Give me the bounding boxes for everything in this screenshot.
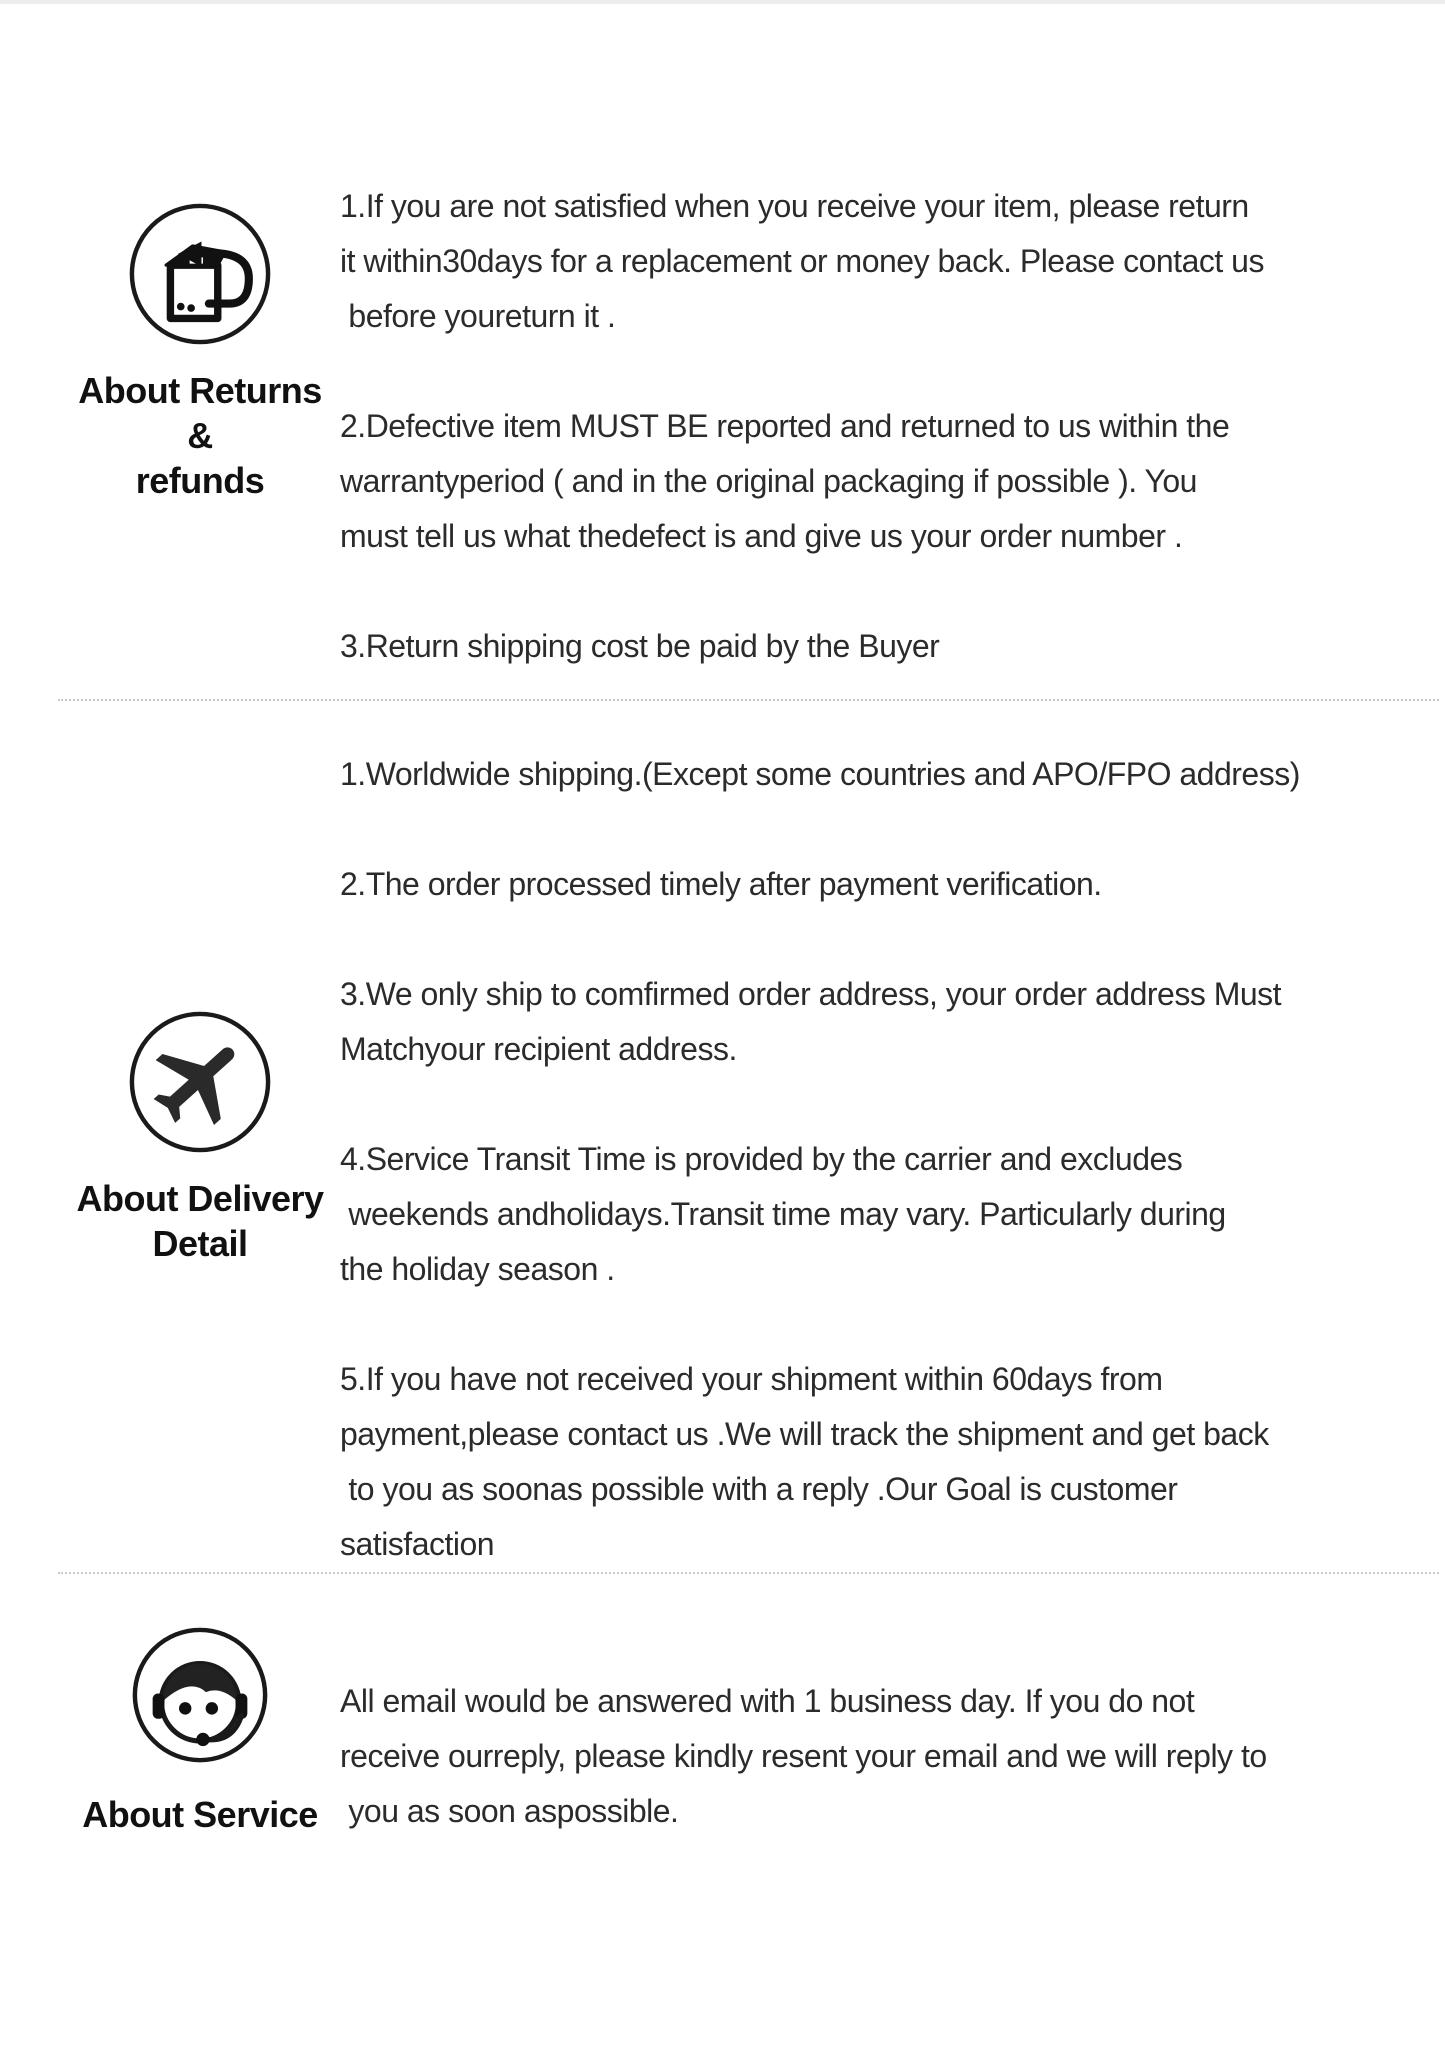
paragraph-line: must tell us what thedefect is and give us your order number .	[340, 518, 1183, 554]
paragraph-line: Matchyour recipient address.	[340, 1031, 737, 1067]
delivery-paragraph-1	[340, 747, 1425, 802]
paragraph-line: the holiday season .	[340, 1251, 615, 1287]
paragraph-line: it within30days for a replacement or money back. Please contact us	[340, 243, 1264, 279]
section-title-line: Detail	[152, 1222, 248, 1264]
delivery-paragraph-2	[340, 857, 1425, 912]
section-returns	[0, 4, 1445, 699]
paragraph-line: 1.Worldwide shipping.(Except some countries and APO/FPO address)	[340, 756, 1300, 792]
paragraph-line: you as soon aspossible.	[340, 1793, 679, 1829]
delivery-paragraph-3	[340, 967, 1425, 1077]
paragraph-line: receive ourreply, please kindly resent your email and we will reply to	[340, 1738, 1267, 1774]
returns-text-block	[340, 4, 1445, 699]
section-title-returns	[78, 368, 321, 503]
paragraph-line: All email would be answered with 1 business day. If you do not	[340, 1683, 1195, 1719]
paragraph-line: payment,please contact us .We will track the shipment and get back	[340, 1416, 1269, 1452]
returns-paragraph-3	[340, 619, 1425, 674]
returns-paragraph-1	[340, 179, 1425, 344]
section-title-line: refunds	[135, 460, 265, 501]
paragraph-line: 1.If you are not satisfied when you receive your item, please return	[340, 188, 1249, 224]
delivery-text-block	[340, 701, 1445, 1572]
section-service	[0, 1574, 1445, 1919]
section-title-line: &	[187, 415, 213, 456]
delivery-paragraph-4	[340, 1132, 1425, 1297]
service-icon-block	[0, 1574, 340, 1837]
returns-icon-block	[0, 4, 340, 699]
section-title-line: About Service	[82, 1794, 318, 1835]
section-title-line: About Returns	[78, 370, 322, 411]
service-paragraph-1	[340, 1674, 1425, 1839]
paragraph-line: warrantyperiod ( and in the original packaging if possible ). You	[340, 463, 1197, 499]
section-title-delivery	[76, 1176, 323, 1266]
paragraph-line: 3.We only ship to comfirmed order address, your order address Must	[340, 976, 1282, 1012]
paragraph-line: to you as soonas possible with a reply .Our Goal is customer	[340, 1471, 1178, 1507]
delivery-paragraph-5	[340, 1352, 1425, 1572]
service-text-block	[340, 1574, 1445, 1919]
paragraph-line: weekends andholidays.Transit time may vary. Particularly during	[340, 1196, 1226, 1232]
return-package-icon	[126, 200, 274, 348]
paragraph-line: 4.Service Transit Time is provided by the carrier and excludes	[340, 1141, 1183, 1177]
paragraph-line: before youreturn it .	[340, 298, 616, 334]
airplane-icon	[126, 1008, 274, 1156]
section-title-line: About Delivery	[76, 1177, 324, 1219]
paragraph-line: 2.The order processed timely after payment verification.	[340, 866, 1102, 902]
returns-paragraph-2	[340, 399, 1425, 564]
paragraph-line: satisfaction	[340, 1526, 495, 1562]
headset-agent-icon	[126, 1624, 274, 1772]
paragraph-line: 2.Defective item MUST BE reported and returned to us within the	[340, 408, 1230, 444]
paragraph-line: 3.Return shipping cost be paid by the Buyer	[340, 628, 940, 664]
section-title-service	[82, 1792, 318, 1837]
section-delivery	[0, 701, 1445, 1572]
delivery-icon-block	[0, 701, 340, 1572]
paragraph-line: 5.If you have not received your shipment within 60days from	[340, 1361, 1163, 1397]
